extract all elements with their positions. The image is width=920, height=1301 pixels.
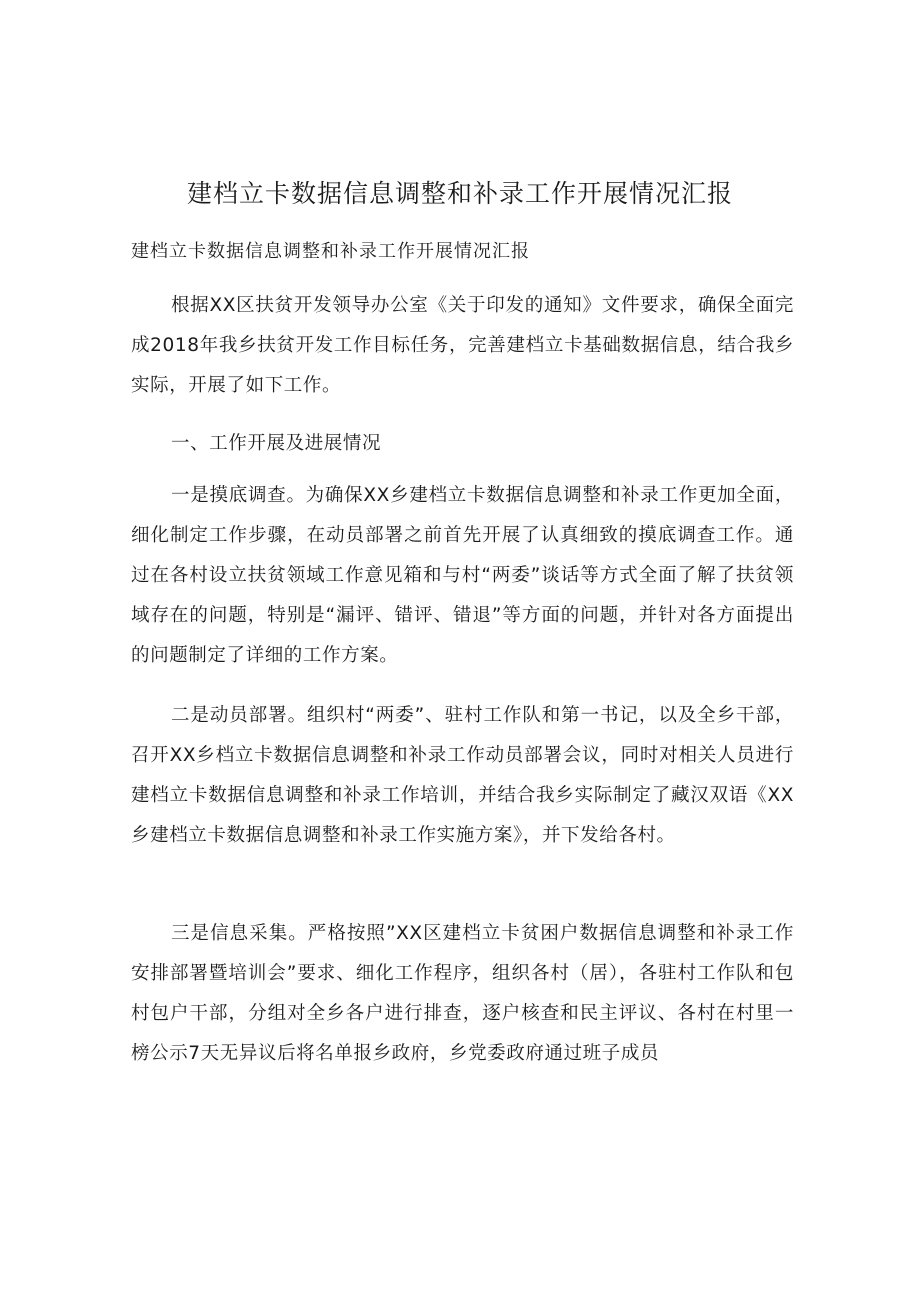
paragraph-item-one: 一是摸底调查。为确保XX乡建档立卡数据信息调整和补录工作更加全面，细化制定工作步骤，在动员部署之前首先开展了认真细致的摸底调查工作。通过在各村设立扶贫领域工作意见箱和与村“两委”谈话等方式全面了解了扶贫领域存在的问题，特别是“漏评、错评、错退”等方面的问题，并针对各方面提出的问题制定了详细的工作方案。 xyxy=(131,485,794,666)
paragraph-item-three: 三是信息采集。严格按照”XX区建档立卡贫困户数据信息调整和补录工作安排部署暨培训会”要求、细化工作程序，组织各村（居），各驻村工作队和包村包户干部，分组对全乡各户进行排查，逐户核查和民主评议、各村在村里一榜公示7天无异议后将名单报乡政府，乡党委政府通过班子成员 xyxy=(131,923,794,1064)
document-title: 建档立卡数据信息调整和补录工作开展情况汇报 xyxy=(186,179,733,208)
paragraph-item-two: 二是动员部署。组织村“两委”、驻村工作队和第一书记，以及全乡干部，召开XX乡档立卡数据信息调整和补录工作动员部署会议，同时对相关人员进行建档立卡数据信息调整和补录工作培训，并结合我乡实际制定了藏汉双语《XX乡建档立卡数据信息调整和补录工作实施方案》，并下发给各村。 xyxy=(131,705,794,846)
intro-paragraph: 根据XX区扶贫开发领导办公室《关于印发的通知》文件要求，确保全面完成2018年我乡扶贫开发工作目标任务，完善建档立卡基础数据信息，结合我乡实际，开展了如下工作。 xyxy=(131,295,794,396)
document-subtitle: 建档立卡数据信息调整和补录工作开展情况汇报 xyxy=(131,241,530,262)
section-heading: 一、工作开展及进展情况 xyxy=(171,433,382,454)
